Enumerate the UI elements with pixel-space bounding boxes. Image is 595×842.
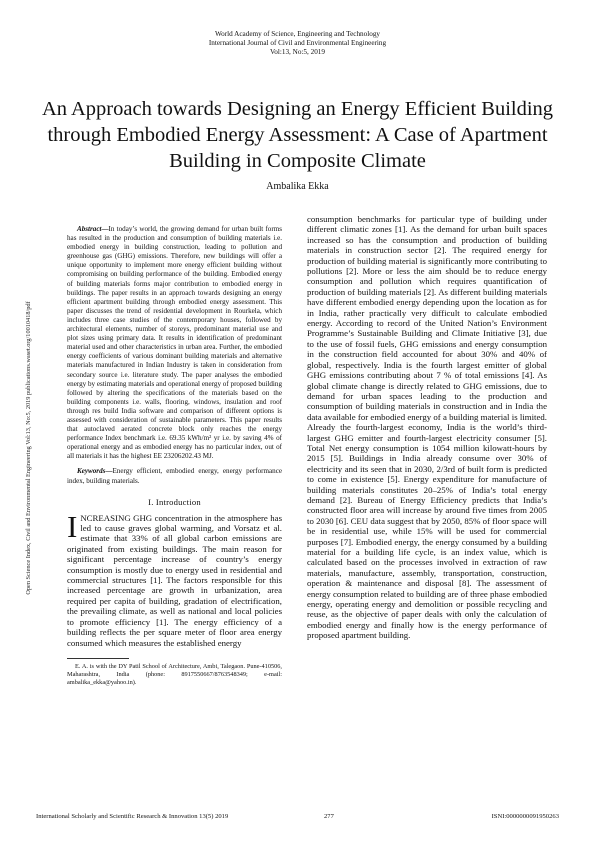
drop-cap: I <box>67 508 78 544</box>
section-heading-introduction: I. Introduction <box>148 496 201 507</box>
page-number: 277 <box>324 813 334 820</box>
right-column-paragraph: consumption benchmarks for particular type of building under different climatic zones [1]. As the demand for urban built spaces increased so has the consumption and production of building materials in construction sector [2]. The required energy for production of building material is significantly more contributing to pollutions [2]. More or less the aim should be to reduce energy consumption and pollution which requires quantification of production of building materials [2]. As different building materials have different embodied energy depending upon the location as for in India, rather practically very difficult to calculate embodied energy. According to record of the United Nation’s Environment Programme’s Sustainable Building and Climate Initiative [3], due to the use of fossil fuels, GHG emissions and energy consumption in the construction field accounted for about 30% and 40% of global, respectively. India is the fourth largest emitter of global GHG emissions contributing about 7 % of total emissions [4]. As global climate change is directly related to GHG emissions, due to demand for urban spaces leading to the production and consumption of building materials in construction and in India the data available for embodied energy of a building material is limited. Already the fourth-largest economy, India is the world’s third-largest GHG emitter and fourth-largest electricity consumer [5]. Total Net energy consumption is 1054 million kilowatt-hours by 2015 [5]. Buildings in India already consume over 30% of electricity and its seen that in 2030, 2/3rd of built form is predicted to come in existence [5]. Energy expenditure for manufacture of building materials constitutes 20–25% of India’s total energy demand [2]. Bureau of Energy Efficiency predicts that India’s constructed floor area will increase by around five times from 2005 to 2030 [6]. CEU data suggest that by 2050, 85% of floor space will be in residential use, while 15% will be used for commercial purposes [7]. Embodied energy, the energy consumed by a building material for a building life cycle, is an index value, which is calculated based on the processes involved in extraction of raw materials, manufacture, assembly, transportation, construction, operation & maintenance and disposal [8]. The assessment of energy consumption related to building are of three phase embodied energy, operating energy and demolition or possible recycling and reuse, as the objective of paper deals with only the calculation of embodied energy and finally how is the energy performance of proposed apartment building. <box>307 214 547 641</box>
introduction-text: NCREASING GHG concentration in the atmosphere has led to cause graves global warming, and Vorsatz et al. estimate that 33% of all global carbon emissions are originated from existing buildings. The main reason for significant percentage increase of country’s energy consumption is mostly due to energy used in residential and commercial structures [1]. The factors responsible for this increased percentage are growth in urbanization, area required per capita of building, gradation of electrification, the prevailing climate, as well as national and local policies to promote efficiency [1]. The energy efficiency of a building reflects the per square meter of floor area energy consumed which measures the established energy <box>67 512 282 648</box>
paper-title: An Approach towards Designing an Energy Efficient Building through Embodied Energy Assessment: A Case of Apartment Building in Composite Climate <box>41 98 554 172</box>
keywords: Keywords—Energy efficient, embodied energy, energy performance index, building materials. <box>67 467 282 485</box>
abstract-text: In today’s world, the growing demand for urban built forms has resulted in the production and consumption of building materials i.e. embodied energy in building construction, leading to pollution and greenhouse gas (GHG) emissions. Therefore, new buildings will offer a unique opportunity to implement more energy efficient building without compromising on building performance of the building. Embodied energy of building materials forms major contribution to embodied energy in buildings. The paper results in an approach towards designing an energy efficient apartment building through embodied energy assessment. This paper discusses the trend of residential development in Rourkela, which includes three case studies of the contemporary houses, followed by architectural elements, number of storeys, predominant material use and plot sizes using primary data. It results in identification of predominant material used and other characteristics in urban area. Further, the embodied energy coefficients of various dominant building materials and alternative materials manufactured in Indian Industry is taken in consideration from secondary source i.e. literature study. The paper analyses the embodied energy by estimating materials and operational energy of proposed building followed by altering the specifications of the materials based on the building components i.e. walls, flooring, windows, insulation and roof through res build India software and comparison of different options is assessed with consideration of sustainable parameters. This paper results that autoclaved aerated concrete block only reaches the energy performance Index benchmark i.e. 69.35 kWh/m² yr i.e. by saving 4% of operational energy and as embodied energy has no particular index, out of all materials it has the highest EE 23206202.43 MJ. <box>67 225 282 461</box>
keywords-text: Energy efficient, embodied energy, energy performance index, building materials. <box>67 467 282 485</box>
author-footnote: E. A. is with the DY Patil School of Architecture, Ambi, Talegaon. Pune-410506, Maharashtra, India (phone: 8917550667/8763548349; e-mail: ambalika_ekka@yahoo.in). <box>67 662 282 687</box>
footer-isni: ISNI:0000000091950263 <box>491 813 559 820</box>
abstract-label: Abstract <box>77 225 102 233</box>
footnote-divider <box>67 658 129 659</box>
journal-header-line1: World Academy of Science, Engineering and Technology <box>214 30 381 38</box>
author-name: Ambalika Ekka <box>266 181 329 192</box>
keywords-label: Keywords <box>77 467 106 476</box>
journal-header-line3: Vol:13, No:5, 2019 <box>270 48 325 56</box>
footer-publisher: International Scholarly and Scientific Research & Innovation 13(5) 2019 <box>36 813 229 820</box>
introduction-paragraph <box>67 508 282 648</box>
right-column <box>307 214 547 641</box>
page-footer <box>36 813 559 823</box>
abstract: Abstract—In today’s world, the growing demand for urban built forms has resulted in the production and consumption of building materials i.e. embodied energy in building construction, leading to pollution and greenhouse gas (GHG) emissions. Therefore, new buildings will offer a unique opportunity to implement more energy efficient building without compromising on building performance of the building. Embodied energy of building materials forms major contribution to embodied energy in buildings. The paper results in an approach towards designing an energy efficient apartment building through embodied energy assessment. This paper discusses the trend of residential development in Rourkela, which includes three case studies of the contemporary houses, followed by architectural elements, number of storeys, predominant material use and plot sizes using primary data. It results in identification of predominant material used and other characteristics in urban area. Further, the embodied energy coefficients of various dominant building materials and alternative materials manufactured in Indian Industry is taken in consideration from secondary source i.e. literature study. The paper analyses the embodied energy by estimating materials and operational energy of proposed building followed by altering the specifications of the materials based on the building components i.e. walls, flooring, windows, insulation and roof through res build India software and comparison of different options is assessed with consideration of sustainable parameters. This paper results that autoclaved aerated concrete block only reaches the energy performance Index benchmark i.e. 69.35 kWh/m² yr i.e. by saving 4% of operational energy and as embodied energy has no particular index, out of all materials it has the highest EE 23206202.43 MJ. <box>67 225 282 461</box>
side-watermark-text: Open Science Index, Civil and Environmental Engineering Vol:13, No:5, 2019 publications.waset.org/10010418/pdf <box>25 301 32 595</box>
journal-header-line2: International Journal of Civil and Environmental Engineering <box>208 39 387 47</box>
journal-header <box>0 30 595 57</box>
left-column <box>67 225 282 688</box>
